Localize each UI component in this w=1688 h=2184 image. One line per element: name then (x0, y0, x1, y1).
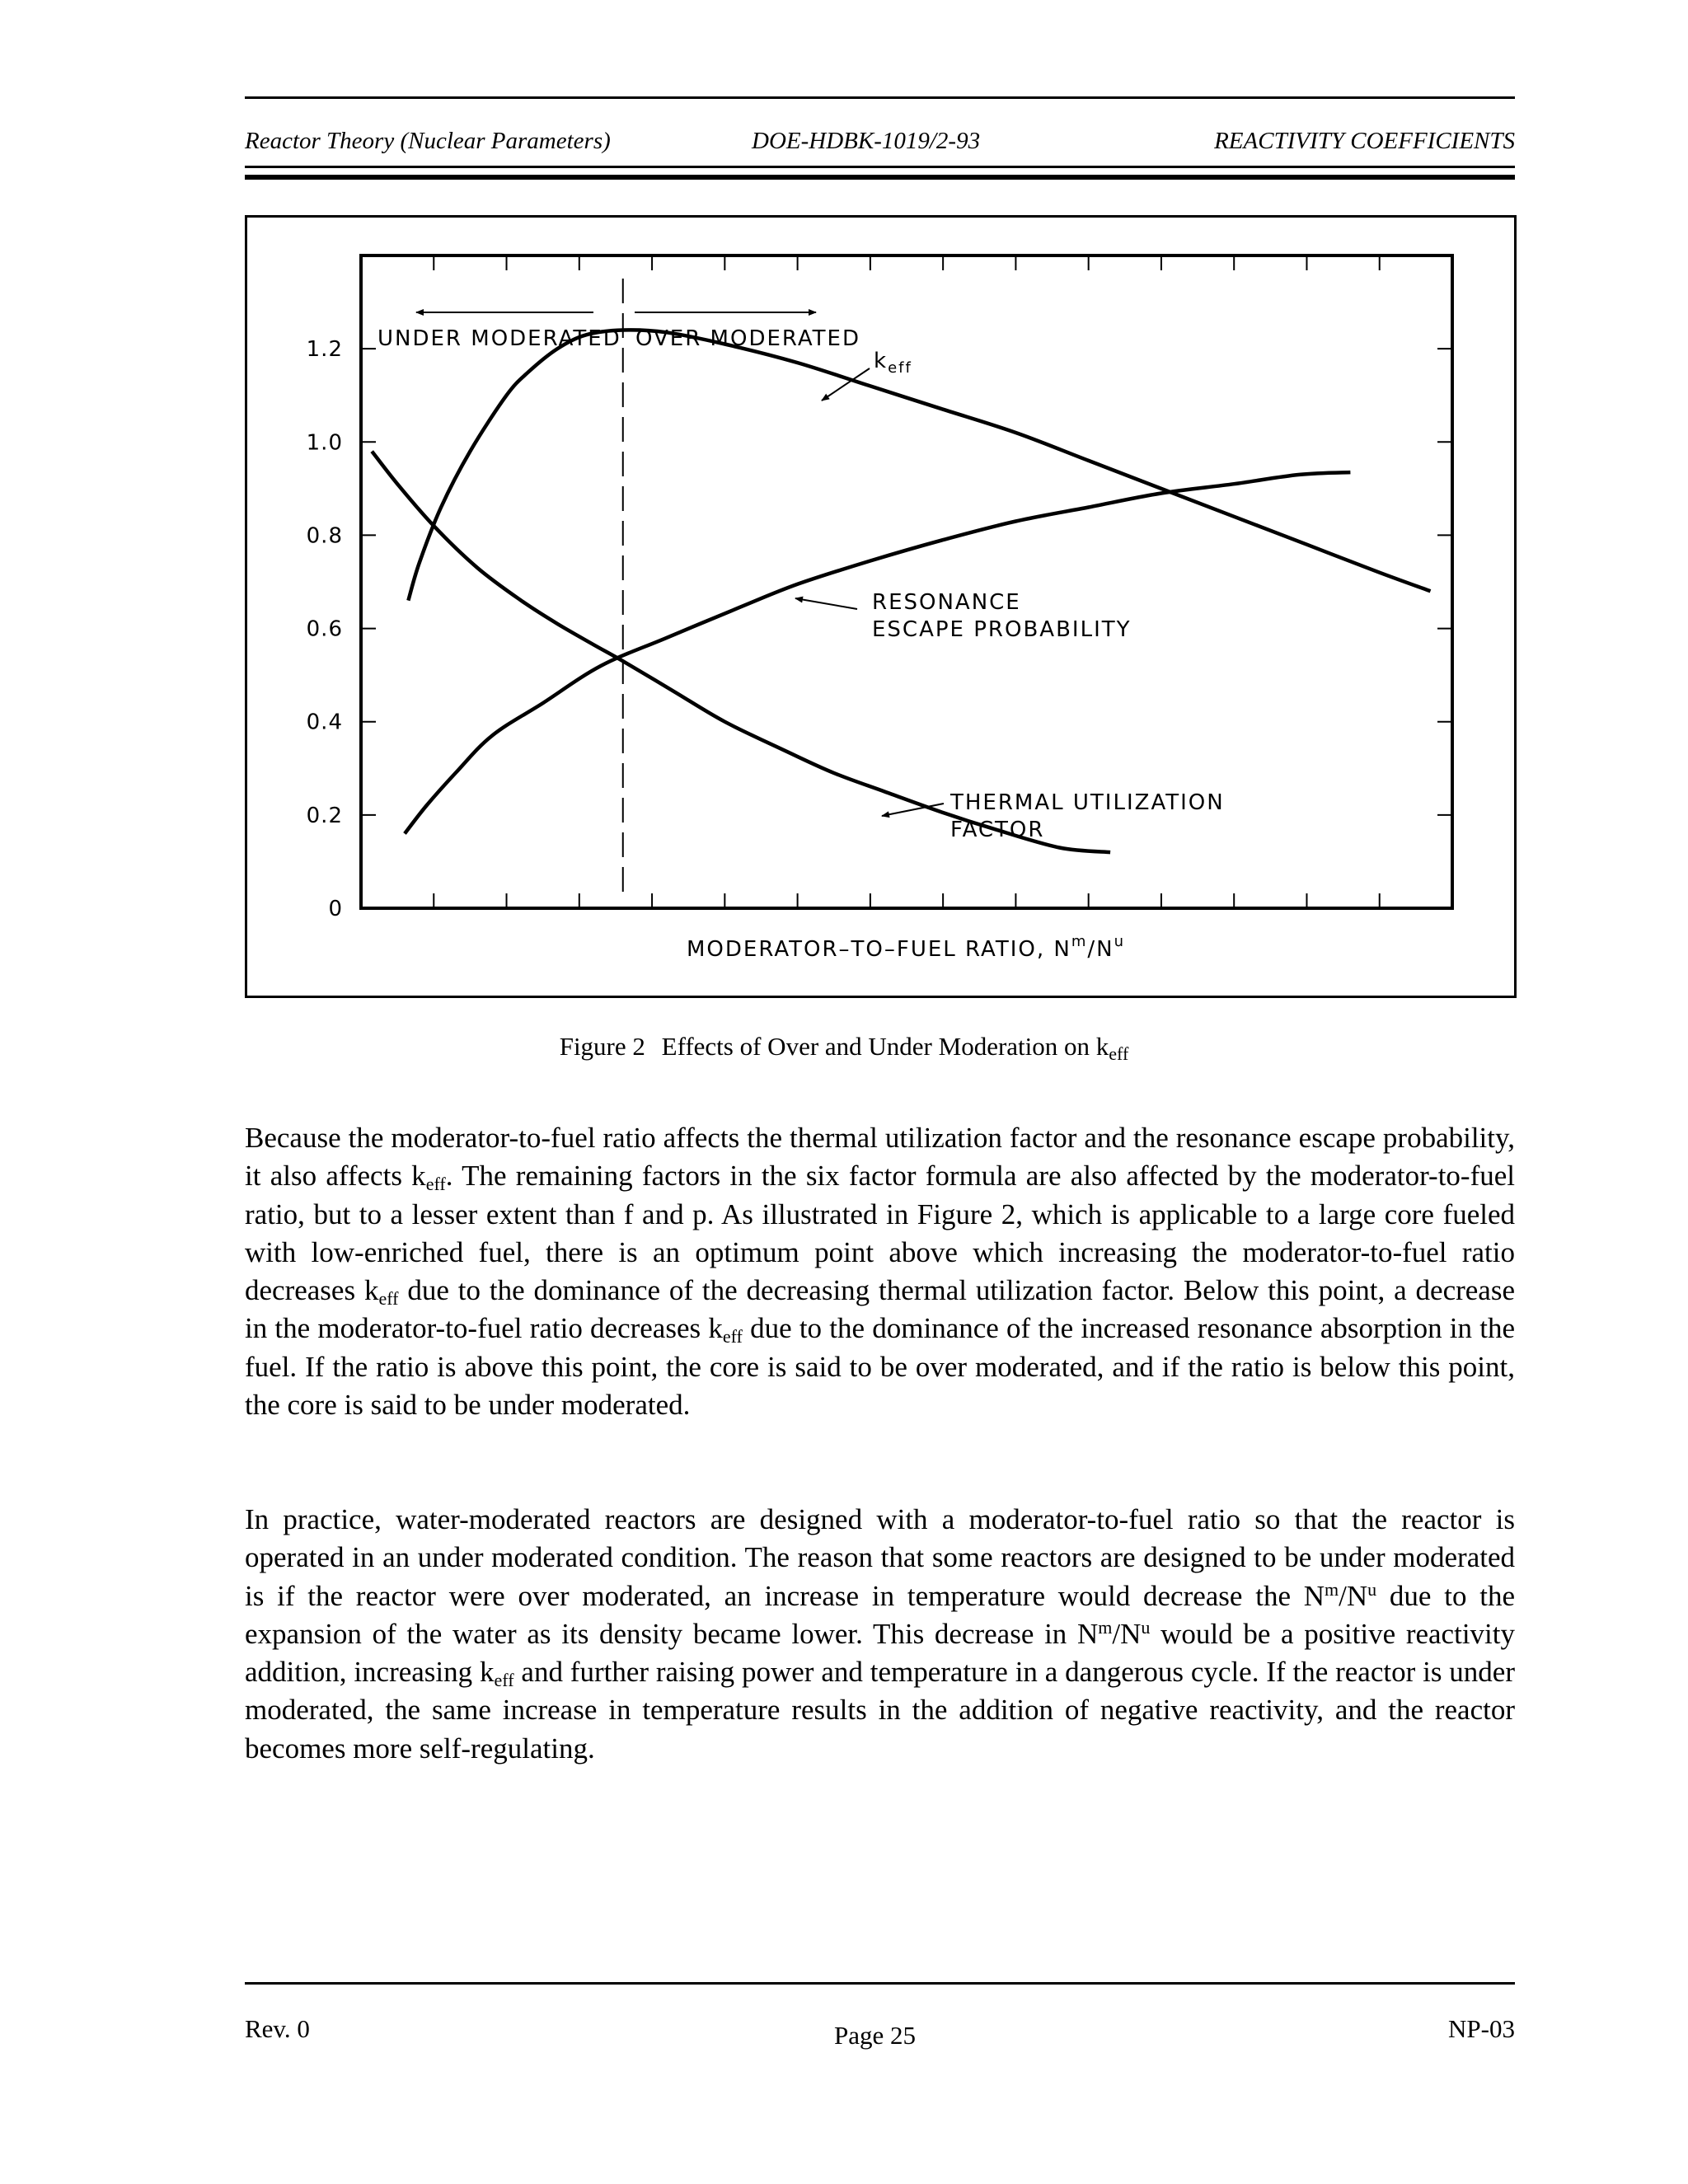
x-axis-label: MODERATOR–TO–FUEL RATIO, $N^m/N^u$ (687, 933, 1126, 962)
chart (247, 218, 1514, 996)
y-tick-label: 0.4 (306, 710, 343, 735)
y-tick-label: 0.8 (306, 523, 343, 549)
over-moderated-label: OVER MODERATED (635, 326, 861, 351)
resonance-escape-curve (405, 472, 1350, 833)
body-paragraph-1: Because the moderator-to-fuel ratio affects the thermal utilization factor and the resonance escape probability, it also affects $k_{eff}$. The remaining factors in the six factor formula are also affected by the moderator-to-fuel ratio, but to a lesser extent than f and p. As illustrated in Figure 2, which is applicable to a large core fueled with low-enriched fuel, there is an optimum point above which increasing the moderator-to-fuel ratio decreases $k_{eff}$ due to the dominance of the decreasing thermal utilization factor. Below this point, a decrease in the moderator-to-fuel ratio decreases $k_{eff}$ due to the dominance of the increased resonance absorption in the fuel. If the ratio is above this point, the core is said to be over moderated, and if the ratio is below this point, the core is said to be under moderated. (245, 1122, 1515, 1422)
caption-label: Figure 2 (559, 1032, 645, 1061)
header-rule-thin (245, 166, 1515, 168)
resonance-series-label-line1: RESONANCE (872, 590, 1021, 615)
under-moderated-label: UNDER MODERATED (377, 326, 621, 351)
keff-curve (408, 330, 1430, 600)
header-left-title: Reactor Theory (Nuclear Parameters) (245, 128, 611, 154)
header-top-rule (245, 96, 1515, 99)
footer-page-number: Page 25 (834, 2021, 917, 2050)
resonance-leader-arrow (795, 598, 857, 609)
footer-revision: Rev. 0 (245, 2014, 310, 2043)
y-tick-label: 1.2 (306, 337, 343, 363)
footer-module-id: NP-03 (1448, 2014, 1515, 2043)
y-tick-label: 0.2 (306, 803, 343, 828)
body-paragraph-2: In practice, water-moderated reactors are designed with a moderator-to-fuel ratio so that the reactor is operated in an under moderated condition. The reason that some reactors are designed to be under moderated is if the reactor were over moderated, an increase in temperature would decrease the $N^m/N^u$ due to the expansion of the water as its density became lower. This decrease in $N^m/N^u$ would be a positive reactivity addition, increasing $k_{eff}$ and further raising power and temperature in a dangerous cycle. If the reactor is under moderated, the same increase in temperature results in the addition of negative reactivity, and the reactor becomes more self-regulating. (245, 1503, 1515, 1765)
y-tick-label: 1.0 (306, 430, 343, 456)
footer-rule (245, 1982, 1515, 1985)
thermal-series-label-line2: FACTOR (950, 818, 1045, 842)
header-rule-thick (245, 175, 1515, 180)
y-tick-label: 0 (328, 897, 343, 921)
caption-subscript: eff (1109, 1043, 1129, 1064)
y-tick-label: 0.6 (306, 616, 343, 642)
caption-text: Effects of Over and Under Moderation on $k_{eff}$ (661, 1032, 1129, 1064)
resonance-series-label-line2: ESCAPE PROBABILITY (872, 617, 1132, 642)
y-tick-labels (307, 337, 343, 921)
figure-caption (0, 1032, 1688, 1062)
header-doc-number: DOE-HDBK-1019/2-93 (752, 128, 981, 154)
header-section-title: REACTIVITY COEFFICIENTS (1214, 128, 1515, 154)
keff-series-label: $k_{eff}$ (874, 349, 912, 377)
thermal-series-label-line1: THERMAL UTILIZATION (950, 790, 1225, 815)
